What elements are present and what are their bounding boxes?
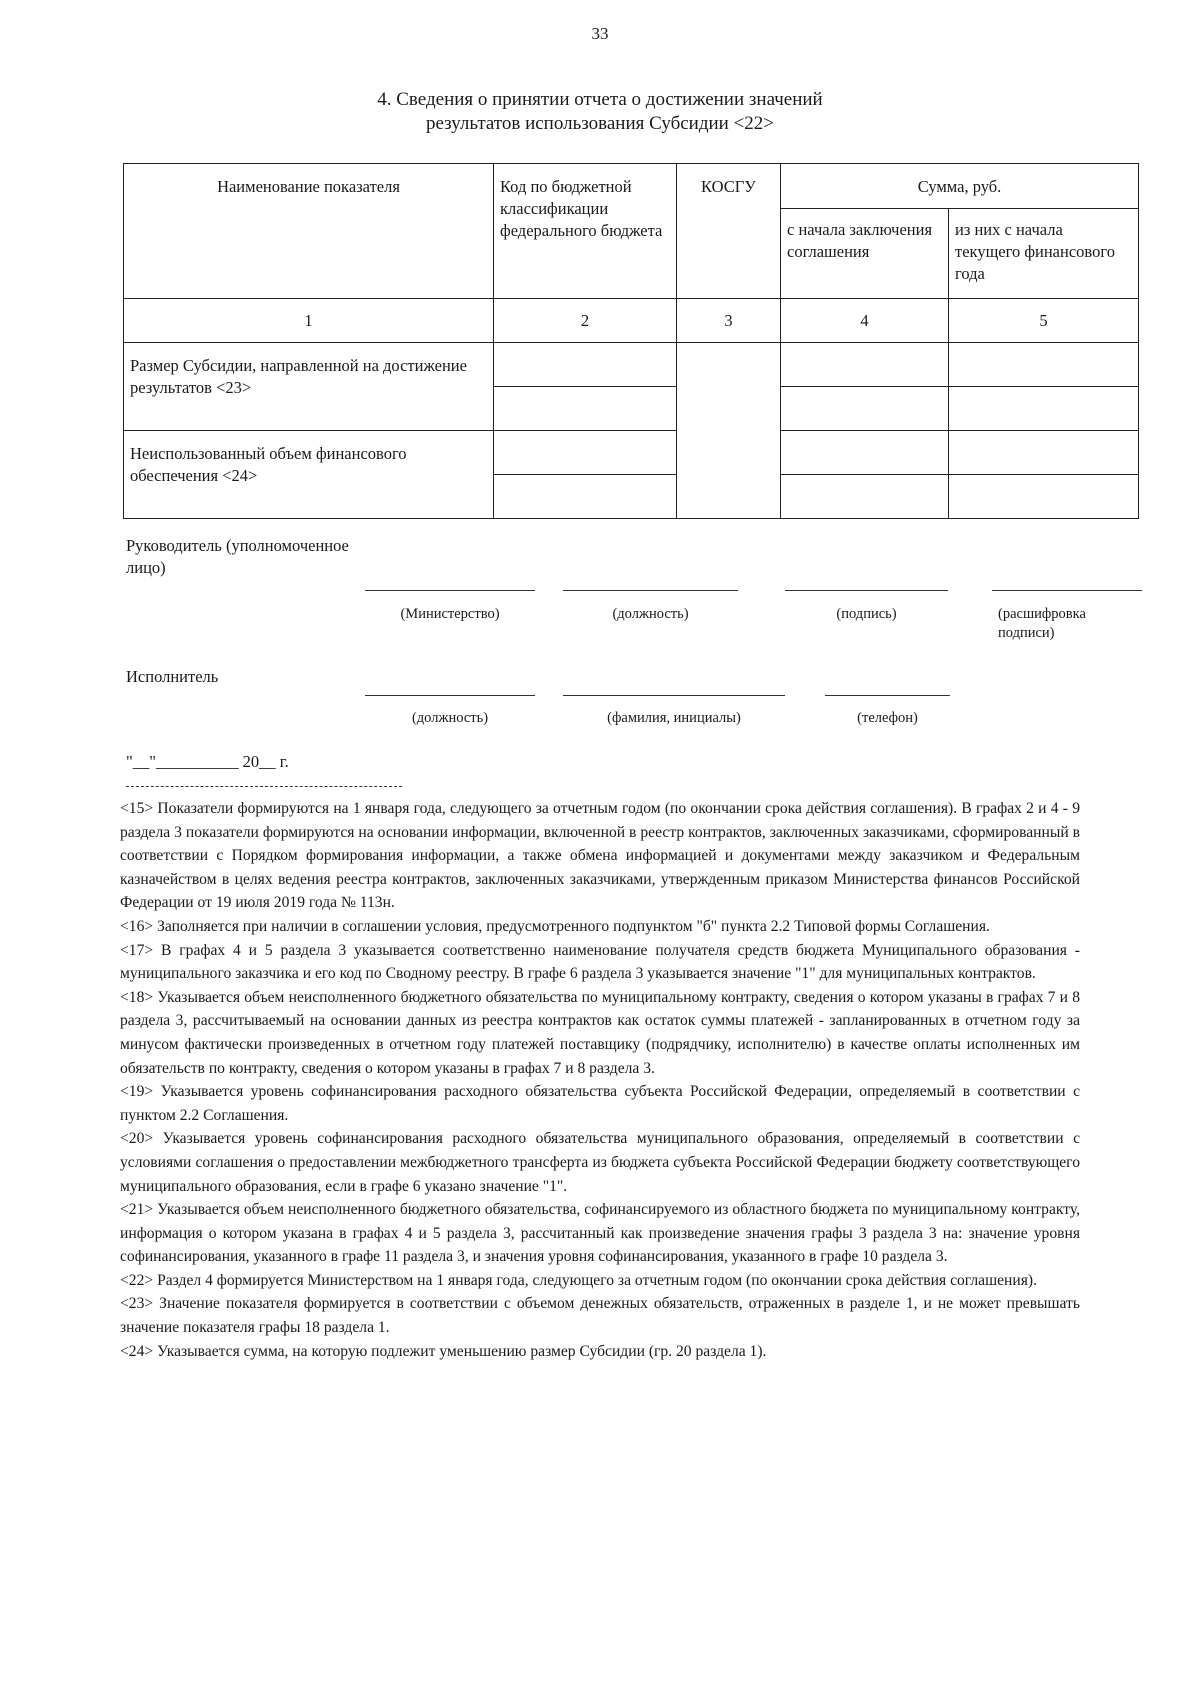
header-since-agreement: с начала заключения соглашения [781, 209, 949, 299]
footnote: <18> Указывается объем неисполненного бюджетного обязательства по муниципальному контракту, сведения о котором указаны в графах 7 и 8 раздела 3, рассчитываемый на основании данных из реестра контрактов как остаток суммы платежей - запланированных в отчетном году за минусом фактически произведенных в отчетном году платежей поставщику (подрядчику, исполнителю) в качестве оплаты исполненных им обязательств по контракту, сведения о котором указаны в графах 7 и 8 раздела 3. [120, 988, 1080, 1077]
date-line: "__"__________ 20__ г. [126, 752, 289, 771]
signature-line [563, 695, 785, 696]
table-cell [494, 475, 677, 519]
caption-position: (должность) [612, 606, 689, 622]
head-label: Руководитель (уполномоченное лицо) [126, 536, 349, 577]
caption-executor-name: (фамилия, инициалы) [607, 710, 741, 726]
header-kosgu: КОСГУ [677, 164, 781, 299]
executor-label: Исполнитель [126, 667, 219, 686]
header-sum: Сумма, руб. [781, 164, 1139, 209]
footnote: <23> Значение показателя формируется в соответствии с объемом денежных обязательств, отраженных в разделе 1, и не может превышать значение показателя графы 18 раздела 1. [120, 1295, 1080, 1337]
signature-line [365, 590, 535, 591]
signature-line [992, 590, 1142, 591]
header-since-year: из них с начала текущего финансового года [949, 209, 1139, 299]
header-indicator: Наименование показателя [124, 164, 494, 299]
row-subsidy-label: Размер Субсидии, направленной на достижение результатов <23> [124, 343, 494, 431]
footnote: <17> В графах 4 и 5 раздела 3 указывается соответственно наименование получателя средств бюджета Муниципального образования - муниципального заказчика и его код по Сводному реестру. В графе 6 раздела 3 указывается значение "1" для муниципальных контрактов. [120, 941, 1080, 983]
table-cell [494, 387, 677, 431]
footnote: <15> Показатели формируются на 1 января года, следующего за отчетным годом (по окончании срока действия соглашения). В графах 2 и 4 - 9 раздела 3 показатели формируются на основании информации, включенной в реестр контрактов, заключенных заказчиками, сформированный в соответствии с Порядком формирования информации, а также обмена информацией и документами между заказчиком и Федеральным казначейством в целях ведения реестра контрактов, заключенных заказчиками, утвержденным приказом Министерства финансов Российской Федерации от 19 июля 2019 года № 113н. [120, 800, 1080, 912]
caption-signature: (подпись) [836, 606, 897, 622]
table-cell [781, 431, 949, 475]
table-cell [949, 343, 1139, 387]
table-cell [949, 431, 1139, 475]
page-number: 33 [591, 24, 609, 43]
title-line-2: результатов использования Субсидии <22> [425, 113, 775, 134]
section-title [0, 88, 1200, 136]
row-unused-label: Неиспользованный объем финансового обеспечения <24> [124, 431, 494, 519]
footnote: <24> Указывается сумма, на которую подлежит уменьшению размер Субсидии (гр. 20 раздела 1). [120, 1342, 767, 1360]
signature-line [563, 590, 738, 591]
footnote: <16> Заполняется при наличии в соглашении условия, предусмотренного подпунктом "б" пункта 2.2 Типовой формы Соглашения. [120, 917, 990, 935]
caption-executor-position: (должность) [411, 710, 489, 726]
signature-line [365, 695, 535, 696]
table-cell [494, 343, 677, 387]
footnote-separator [126, 786, 402, 787]
table-cell [677, 343, 781, 519]
table-cell [949, 387, 1139, 431]
table-cell [781, 387, 949, 431]
report-table [123, 163, 1139, 519]
column-number: 3 [677, 299, 781, 343]
table-cell [781, 475, 949, 519]
signature-line [785, 590, 948, 591]
column-number: 1 [124, 299, 494, 343]
title-line-1: 4. Сведения о принятии отчета о достижении значений [377, 89, 823, 110]
caption-signature-decoding: (расшифровка подписи) [998, 606, 1086, 641]
header-budget-code: Код по бюджетной классификации федерального бюджета [494, 164, 677, 299]
column-number: 5 [949, 299, 1139, 343]
footnote: <22> Раздел 4 формируется Министерством на 1 января года, следующего за отчетным годом (по окончании срока действия соглашения). [120, 1271, 1037, 1289]
caption-ministry: (Министерство) [400, 606, 500, 622]
table-cell [781, 343, 949, 387]
table-cell [494, 431, 677, 475]
footnotes [120, 797, 1080, 1363]
caption-executor-phone: (телефон) [857, 710, 918, 726]
column-number: 2 [494, 299, 677, 343]
column-number: 4 [781, 299, 949, 343]
footnote: <20> Указывается уровень софинансирования расходного обязательства муниципального образования, определяемый в соответствии с условиями соглашения о предоставлении межбюджетного трансферта из бюджета субъекта Российской Федерации бюджету соответствующего муниципального образования, если в графе 6 указано значение "1". [120, 1130, 1080, 1195]
footnote: <19> Указывается уровень софинансирования расходного обязательства субъекта Российской Федерации, определяемый в соответствии с пунктом 2.2 Соглашения. [120, 1083, 1080, 1124]
signature-line [825, 695, 950, 696]
footnote: <21> Указывается объем неисполненного бюджетного обязательства, софинансируемого из областного бюджета по муниципальному контракту, информация о котором указана в графах 4 и 5 раздела 3, рассчитанный как произведение значения графы 3 раздела 3 на: значение уровня софинансирования, указанного в графе 11 раздела 3, и значения уровня софинансирования, указанного в графе 10 раздела 3. [120, 1201, 1080, 1266]
table-cell [949, 475, 1139, 519]
